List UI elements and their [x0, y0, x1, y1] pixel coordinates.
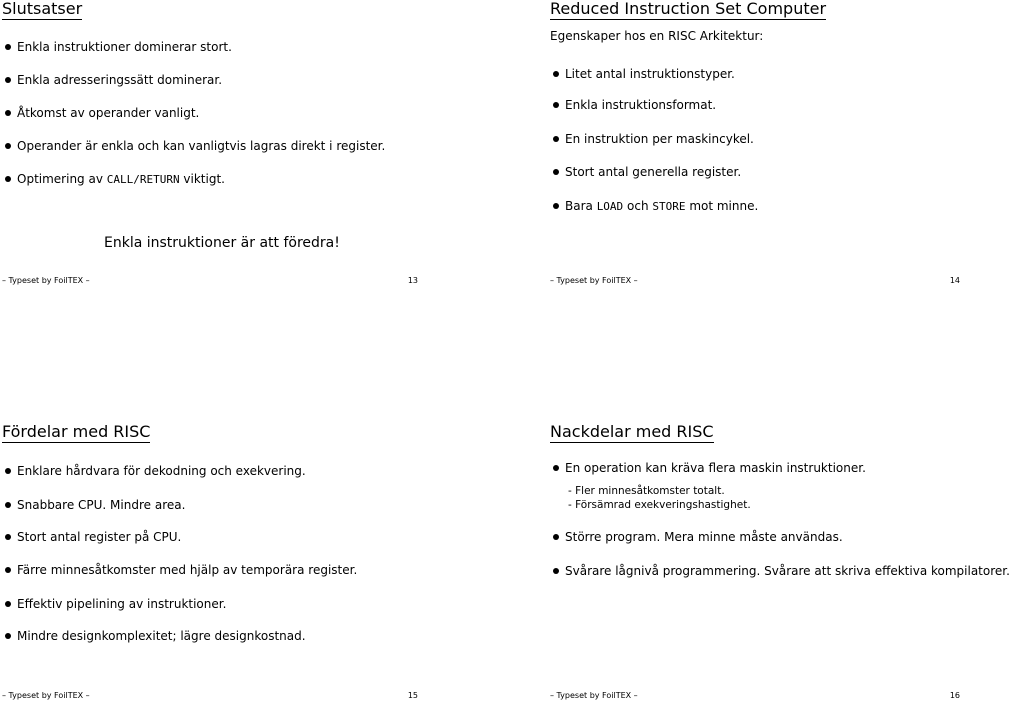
bullet-icon — [553, 136, 559, 142]
page-number: 14 — [949, 276, 960, 285]
sub-list-item: - Fler minnesåtkomster totalt. — [568, 485, 725, 497]
bullet-icon — [5, 633, 11, 639]
slide-risc-intro — [548, 0, 960, 292]
slide-fordelar — [0, 420, 418, 707]
bullet-icon — [553, 534, 559, 540]
typeset-credit: – Typeset by FoilTEX – — [550, 691, 638, 700]
bullet-icon — [553, 169, 559, 175]
list-item: Snabbare CPU. Mindre area. — [17, 498, 185, 512]
bullet-icon — [553, 71, 559, 77]
list-item: Enklare hårdvara för dekodning och exekvering. — [17, 464, 306, 478]
bullet-icon — [553, 465, 559, 471]
list-item: Bara LOAD och STORE mot minne. — [565, 199, 758, 214]
typeset-credit: – Typeset by FoilTEX – — [550, 276, 638, 285]
list-item: Enkla adresseringssätt dominerar. — [17, 73, 222, 87]
slide-footer — [0, 275, 418, 287]
typeset-credit: – Typeset by FoilTEX – — [2, 691, 90, 700]
list-item: Svårare lågnivå programmering. Svårare att skriva effektiva kompilatorer. — [565, 564, 1010, 578]
list-item: Mindre designkomplexitet; lägre designkostnad. — [17, 629, 306, 643]
slide-note: Enkla instruktioner är att föredra! — [104, 235, 340, 251]
slide-footer — [0, 690, 418, 702]
list-item: Enkla instruktionsformat. — [565, 98, 716, 112]
list-item: Stort antal generella register. — [565, 165, 741, 179]
slide-intro: Egenskaper hos en RISC Arkitektur: — [550, 29, 764, 43]
page-number: 16 — [949, 691, 960, 700]
slide-title: Nackdelar med RISC — [550, 422, 714, 441]
bullet-icon — [5, 143, 11, 149]
list-item: Åtkomst av operander vanligt. — [17, 106, 199, 120]
bullet-icon — [5, 601, 11, 607]
list-item: Stort antal register på CPU. — [17, 530, 181, 544]
list-item: Litet antal instruktionstyper. — [565, 67, 735, 81]
bullet-icon — [5, 468, 11, 474]
slide-footer — [548, 690, 960, 702]
bullet-icon — [553, 102, 559, 108]
typeset-credit: – Typeset by FoilTEX – — [2, 276, 90, 285]
list-item: En operation kan kräva flera maskin instruktioner. — [565, 461, 866, 475]
bullet-icon — [553, 568, 559, 574]
sub-list-item: - Försämrad exekveringshastighet. — [568, 499, 751, 511]
slide-nackdelar — [548, 420, 1010, 707]
code-text: LOAD — [596, 200, 624, 213]
bullet-icon — [5, 502, 11, 508]
slide-footer — [548, 275, 960, 287]
bullet-icon — [553, 203, 559, 209]
bullet-icon — [5, 44, 11, 50]
bullet-icon — [5, 534, 11, 540]
slide-title: Fördelar med RISC — [2, 422, 151, 441]
code-text: STORE — [652, 200, 686, 213]
code-text: CALL/RETURN — [106, 173, 180, 186]
slide-title: Reduced Instruction Set Computer — [550, 0, 827, 18]
page-number: 13 — [407, 276, 418, 285]
list-item: Effektiv pipelining av instruktioner. — [17, 597, 226, 611]
list-item: Färre minnesåtkomster med hjälp av temporära register. — [17, 563, 357, 577]
list-item: Större program. Mera minne måste användas. — [565, 530, 843, 544]
slide-title: Slutsatser — [2, 0, 83, 18]
list-item: En instruktion per maskincykel. — [565, 132, 754, 146]
bullet-icon — [5, 110, 11, 116]
bullet-icon — [5, 176, 11, 182]
bullet-icon — [5, 567, 11, 573]
slide-slutsatser — [0, 0, 418, 292]
list-item: Enkla instruktioner dominerar stort. — [17, 40, 232, 54]
list-item: Optimering av CALL/RETURN viktigt. — [17, 172, 225, 187]
page-number: 15 — [407, 691, 418, 700]
list-item: Operander är enkla och kan vanligtvis lagras direkt i register. — [17, 139, 385, 153]
bullet-icon — [5, 77, 11, 83]
